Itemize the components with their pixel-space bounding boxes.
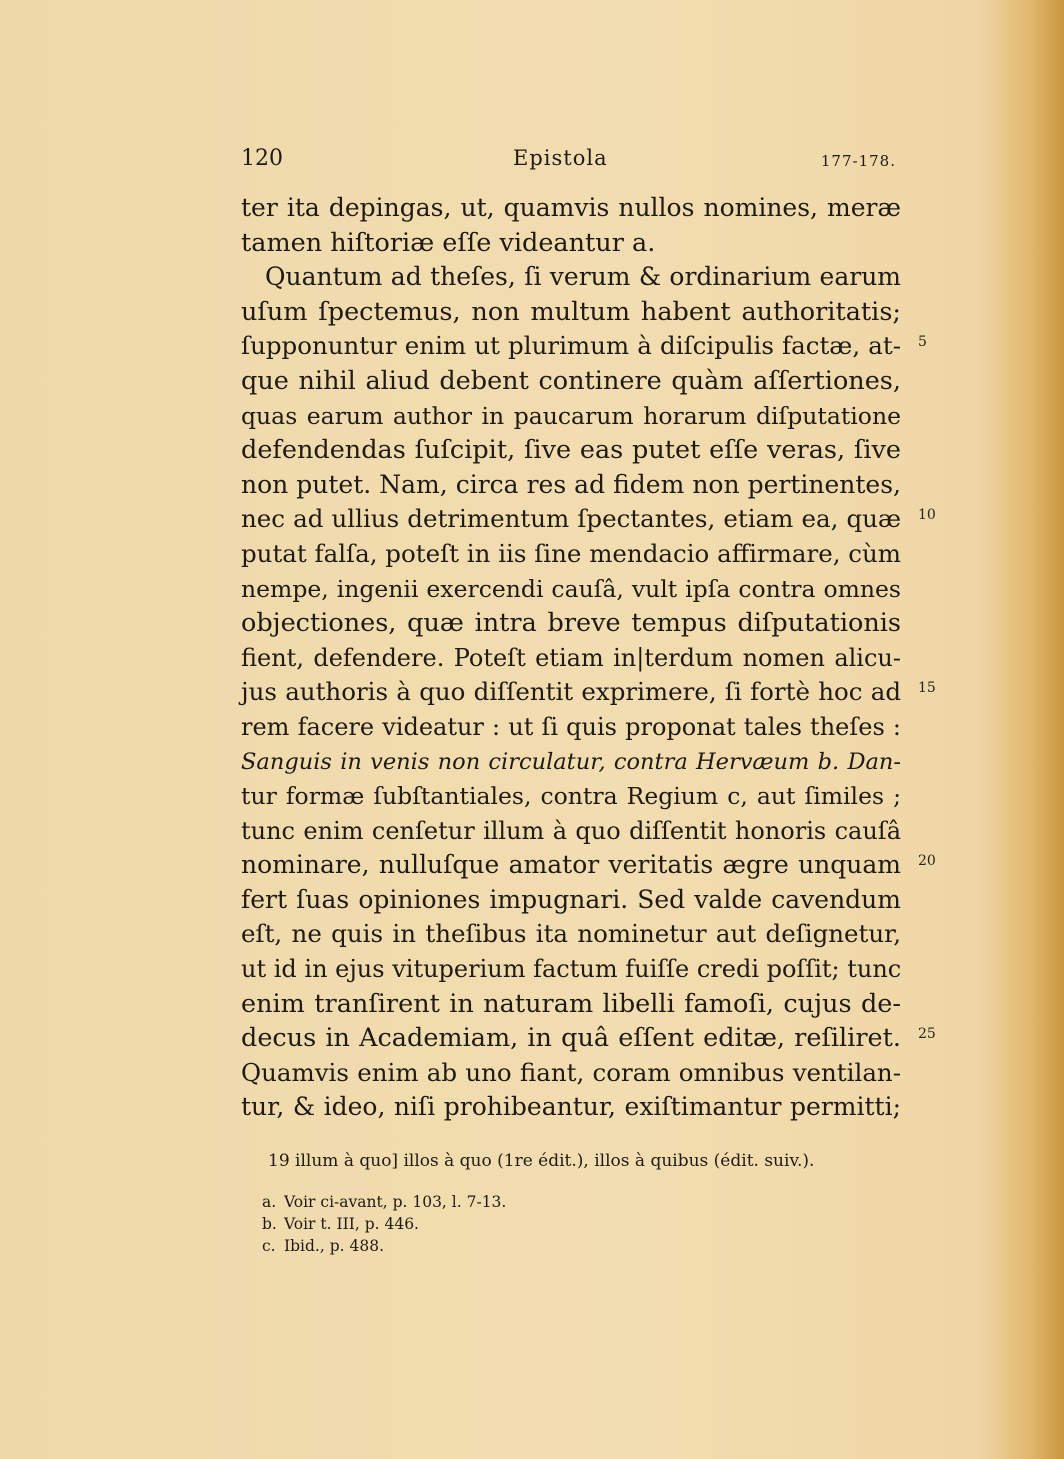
footnote [262,1213,506,1235]
footnote-text: Voir t. III, p. 446. [284,1215,419,1233]
text-line: eſt, ne quis in theſibus ita nominetur aut deſignetur, [241,919,901,949]
line-number: 5 [918,334,927,350]
footnote-text: Ibid., p. 488. [284,1237,384,1255]
text-line: ut id in ejus vituperium factum fuiſſe credi poſſit; tunc [241,955,902,984]
text-line: tur, & ideo, niſi prohibeantur, exiſtimantur permitti; [241,1092,901,1122]
text-line: defendendas ſuſcipit, ſive eas putet eſſe veras, ſive [241,435,901,466]
text-line: Quantum ad theſes, ſi verum & ordinarium earum [265,262,901,292]
footnote [262,1191,506,1213]
text-line: tunc enim cenſetur illum à quo diſſentit honoris cauſâ [241,816,901,845]
text-line: objectiones, quæ intra breve tempus diſputationis [241,608,901,639]
text-line: Quamvis enim ab uno fiant, coram omnibus ventilan- [241,1057,901,1087]
text-line: decus in Academiam, in quâ eſſent editæ, reſiliret. [241,1023,901,1054]
line-number: 20 [918,853,936,869]
text-line: putat falſa, poteſt in iis ſine mendacio affirmare, cùm [241,538,902,568]
text-line: fert ſuas opiniones impugnari. Sed valde cavendum [241,884,901,914]
page-number: 120 [241,146,283,171]
text-line: Sanguis in venis non circulatur, contra Hervæum b. Dan- [241,748,901,775]
variant-note: 19 illum à quo] illos à quo (1re édit.), illos à quibus (édit. suiv.). [268,1151,815,1171]
text-line: tamen hiſtoriæ eſſe videantur a. [241,227,656,258]
text-line: jus authoris à quo diſſentit exprimere, ſi fortè hoc ad [241,677,901,707]
footnote-mark: a. [262,1193,277,1211]
text-line: nominare, nulluſque amator veritatis ægre unquam [241,850,901,880]
line-number: 15 [918,680,936,696]
running-header [241,146,896,176]
text-line: fient, defendere. Poteſt etiam in|terdum nomen alicu- [241,643,901,672]
text-line: tur formæ ſubſtantiales, contra Regium c, aut ſimiles ; [241,782,901,811]
text-line: ter ita depingas, ut, quamvis nullos nomines, meræ [241,193,901,222]
text-line: ſupponuntur enim ut plurimum à diſcipulis factæ, at- [241,331,901,361]
running-title: Epistola [513,146,608,170]
footnotes [262,1191,506,1257]
text-line: uſum ſpectemus, non multum habent authoritatis; [241,296,901,327]
text-line: quas earum author in paucarum horarum diſputatione [241,401,901,430]
text-line: nec ad ullius detrimentum ſpectantes, etiam ea, quæ [241,504,901,534]
text-line: que nihil aliud debent continere quàm aſſertiones, [241,365,901,396]
text-line: rem facere videatur : ut ſi quis proponat tales theſes : [241,712,901,741]
footnote-mark: b. [262,1215,277,1233]
footnote [262,1235,506,1257]
text-line: enim tranſirent in naturam libelli famoſi, cujus de- [241,988,901,1019]
footnote-mark: c. [262,1237,276,1255]
page-reference: 177-178. [820,152,896,170]
line-number: 25 [918,1026,936,1042]
footnote-text: Voir ci-avant, p. 103, l. 7-13. [284,1193,507,1211]
text-line: non putet. Nam, circa res ad fidem non pertinentes, [241,469,901,499]
body-text [241,191,901,1125]
text-line: nempe, ingenii exercendi cauſâ, vult ipſa contra omnes [241,574,901,603]
line-number: 10 [918,507,936,523]
